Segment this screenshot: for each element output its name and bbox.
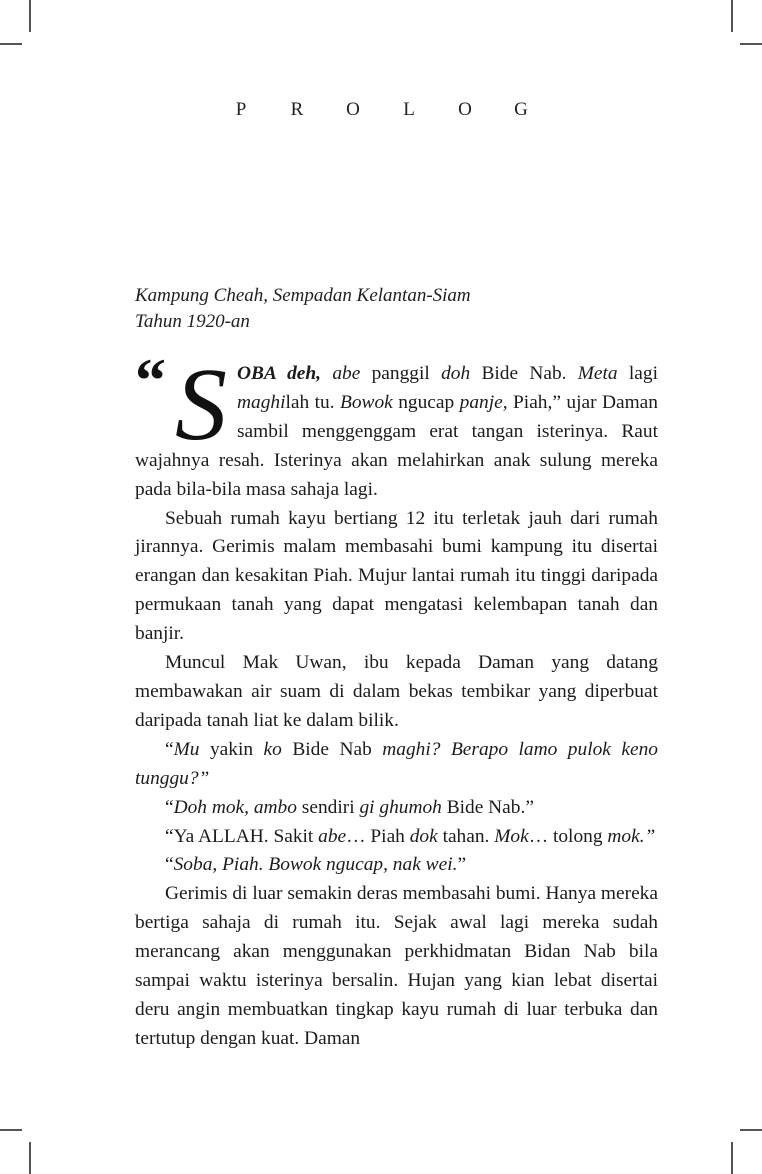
italic-run: Mok: [494, 825, 529, 847]
italic-run: ko: [263, 738, 282, 760]
italic-run: gi ghumoh: [359, 796, 442, 818]
crop-mark-top-right-horizontal: [740, 43, 762, 45]
text-run: lah tu.: [285, 391, 340, 413]
text-run: “: [165, 854, 174, 876]
italic-run: Bowok: [339, 391, 393, 413]
text-run: Bide Nab.: [470, 363, 578, 384]
crop-mark-top-right-vertical: [731, 0, 733, 32]
crop-mark-bottom-right-horizontal: [740, 1129, 762, 1131]
text-run: sendiri: [296, 796, 360, 818]
italic-run: maghi: [237, 391, 286, 413]
crop-mark-top-left-vertical: [29, 0, 31, 32]
text-run: Piah,” ujar Daman sambil menggenggam erat tangan isterinya. Raut wajahnya resah. Isterinya akan melahirkan anak sulung mereka pada bila-bila masa sahaja lagi.: [135, 391, 658, 500]
paragraph: Sebuah rumah kayu bertiang 12 itu terletak jauh dari rumah jirannya. Gerimis malam membasahi bumi kampung itu disertai erangan dan kesakitan Piah. Mujur lantai rumah itu tinggi daripada permukaan tanah yang dapat mengatasi kelembapan tanah dan banjir.: [135, 507, 658, 645]
text-run: … tolong: [528, 825, 608, 847]
text-run: Bide Nab: [281, 738, 383, 760]
text-run: “Ya ALLAH. Sakit: [165, 825, 319, 847]
title-letter: L: [403, 99, 415, 120]
dialogue-paragraph: [135, 736, 658, 794]
text-run: Bide Nab.”: [441, 796, 534, 818]
title-letter: G: [514, 99, 528, 120]
drop-cap: [135, 347, 235, 462]
paragraph-opening: [135, 347, 658, 505]
text-run: yakin: [199, 738, 264, 760]
crop-mark-top-left-horizontal: [0, 43, 22, 45]
italic-run: Mu: [173, 738, 200, 760]
body-text: [135, 347, 658, 1054]
italic-run: abe: [318, 825, 347, 847]
crop-mark-bottom-right-vertical: [731, 1142, 733, 1174]
italic-run: abe: [332, 363, 361, 384]
drop-cap-quote: “: [135, 347, 166, 415]
dialogue-paragraph: [135, 794, 658, 823]
dialogue-paragraph: [135, 851, 658, 880]
text-run: “: [165, 738, 174, 760]
title-letter: O: [346, 99, 360, 120]
text-run: “: [165, 796, 174, 818]
crop-mark-bottom-left-horizontal: [0, 1129, 22, 1131]
text-run: tahan.: [437, 825, 495, 847]
dialogue-paragraph: [135, 823, 658, 852]
setting-block: [135, 283, 471, 335]
text-run: … Piah: [346, 825, 410, 847]
text-run: [321, 363, 332, 384]
setting-place: Kampung Cheah, Sempadan Kelantan-Siam: [135, 285, 471, 306]
text-run: ”: [457, 854, 467, 876]
italic-run: Meta: [577, 363, 618, 384]
setting-time: Tahun 1920-an: [135, 311, 250, 332]
italic-run: panje,: [459, 391, 508, 413]
title-letter: O: [458, 99, 472, 120]
italic-run: maghi? Berapo lamo pulok keno tunggu?”: [135, 738, 658, 789]
italic-run: doh: [441, 363, 471, 384]
title-letter: R: [290, 99, 304, 120]
italic-run: mok.”: [607, 825, 656, 847]
drop-cap-letter: S: [175, 347, 227, 462]
text-run: lagi: [617, 363, 658, 384]
chapter-title: [0, 99, 762, 121]
text-run: panggil: [360, 363, 442, 384]
crop-mark-bottom-left-vertical: [29, 1142, 31, 1174]
italic-run: Soba, Piah. Bowok ngucap, nak wei.: [173, 854, 458, 876]
paragraph: Gerimis di luar semakin deras membasahi bumi. Hanya mereka bertiga sahaja di rumah itu. Sejak awal lagi mereka sudah merancang akan menggunakan perkhidmatan Bidan Nab bila sampai waktu isterinya bersalin. Hujan yang kian lebat disertai deru angin membuatkan tingkap kayu rumah di luar terbuka dan tertutup dengan kuat. Daman: [135, 883, 658, 1049]
italic-run: Doh mok, ambo: [173, 796, 297, 818]
paragraph: Muncul Mak Uwan, ibu kepada Daman yang datang membawakan air suam di dalam bekas tembikar yang diperbuat daripada tanah liat ke dalam bilik.: [135, 652, 658, 731]
lead-in-bold: OBA deh,: [237, 363, 322, 384]
title-letter: P: [235, 99, 247, 120]
text-run: ngucap: [392, 391, 460, 413]
italic-run: dok: [409, 825, 438, 847]
